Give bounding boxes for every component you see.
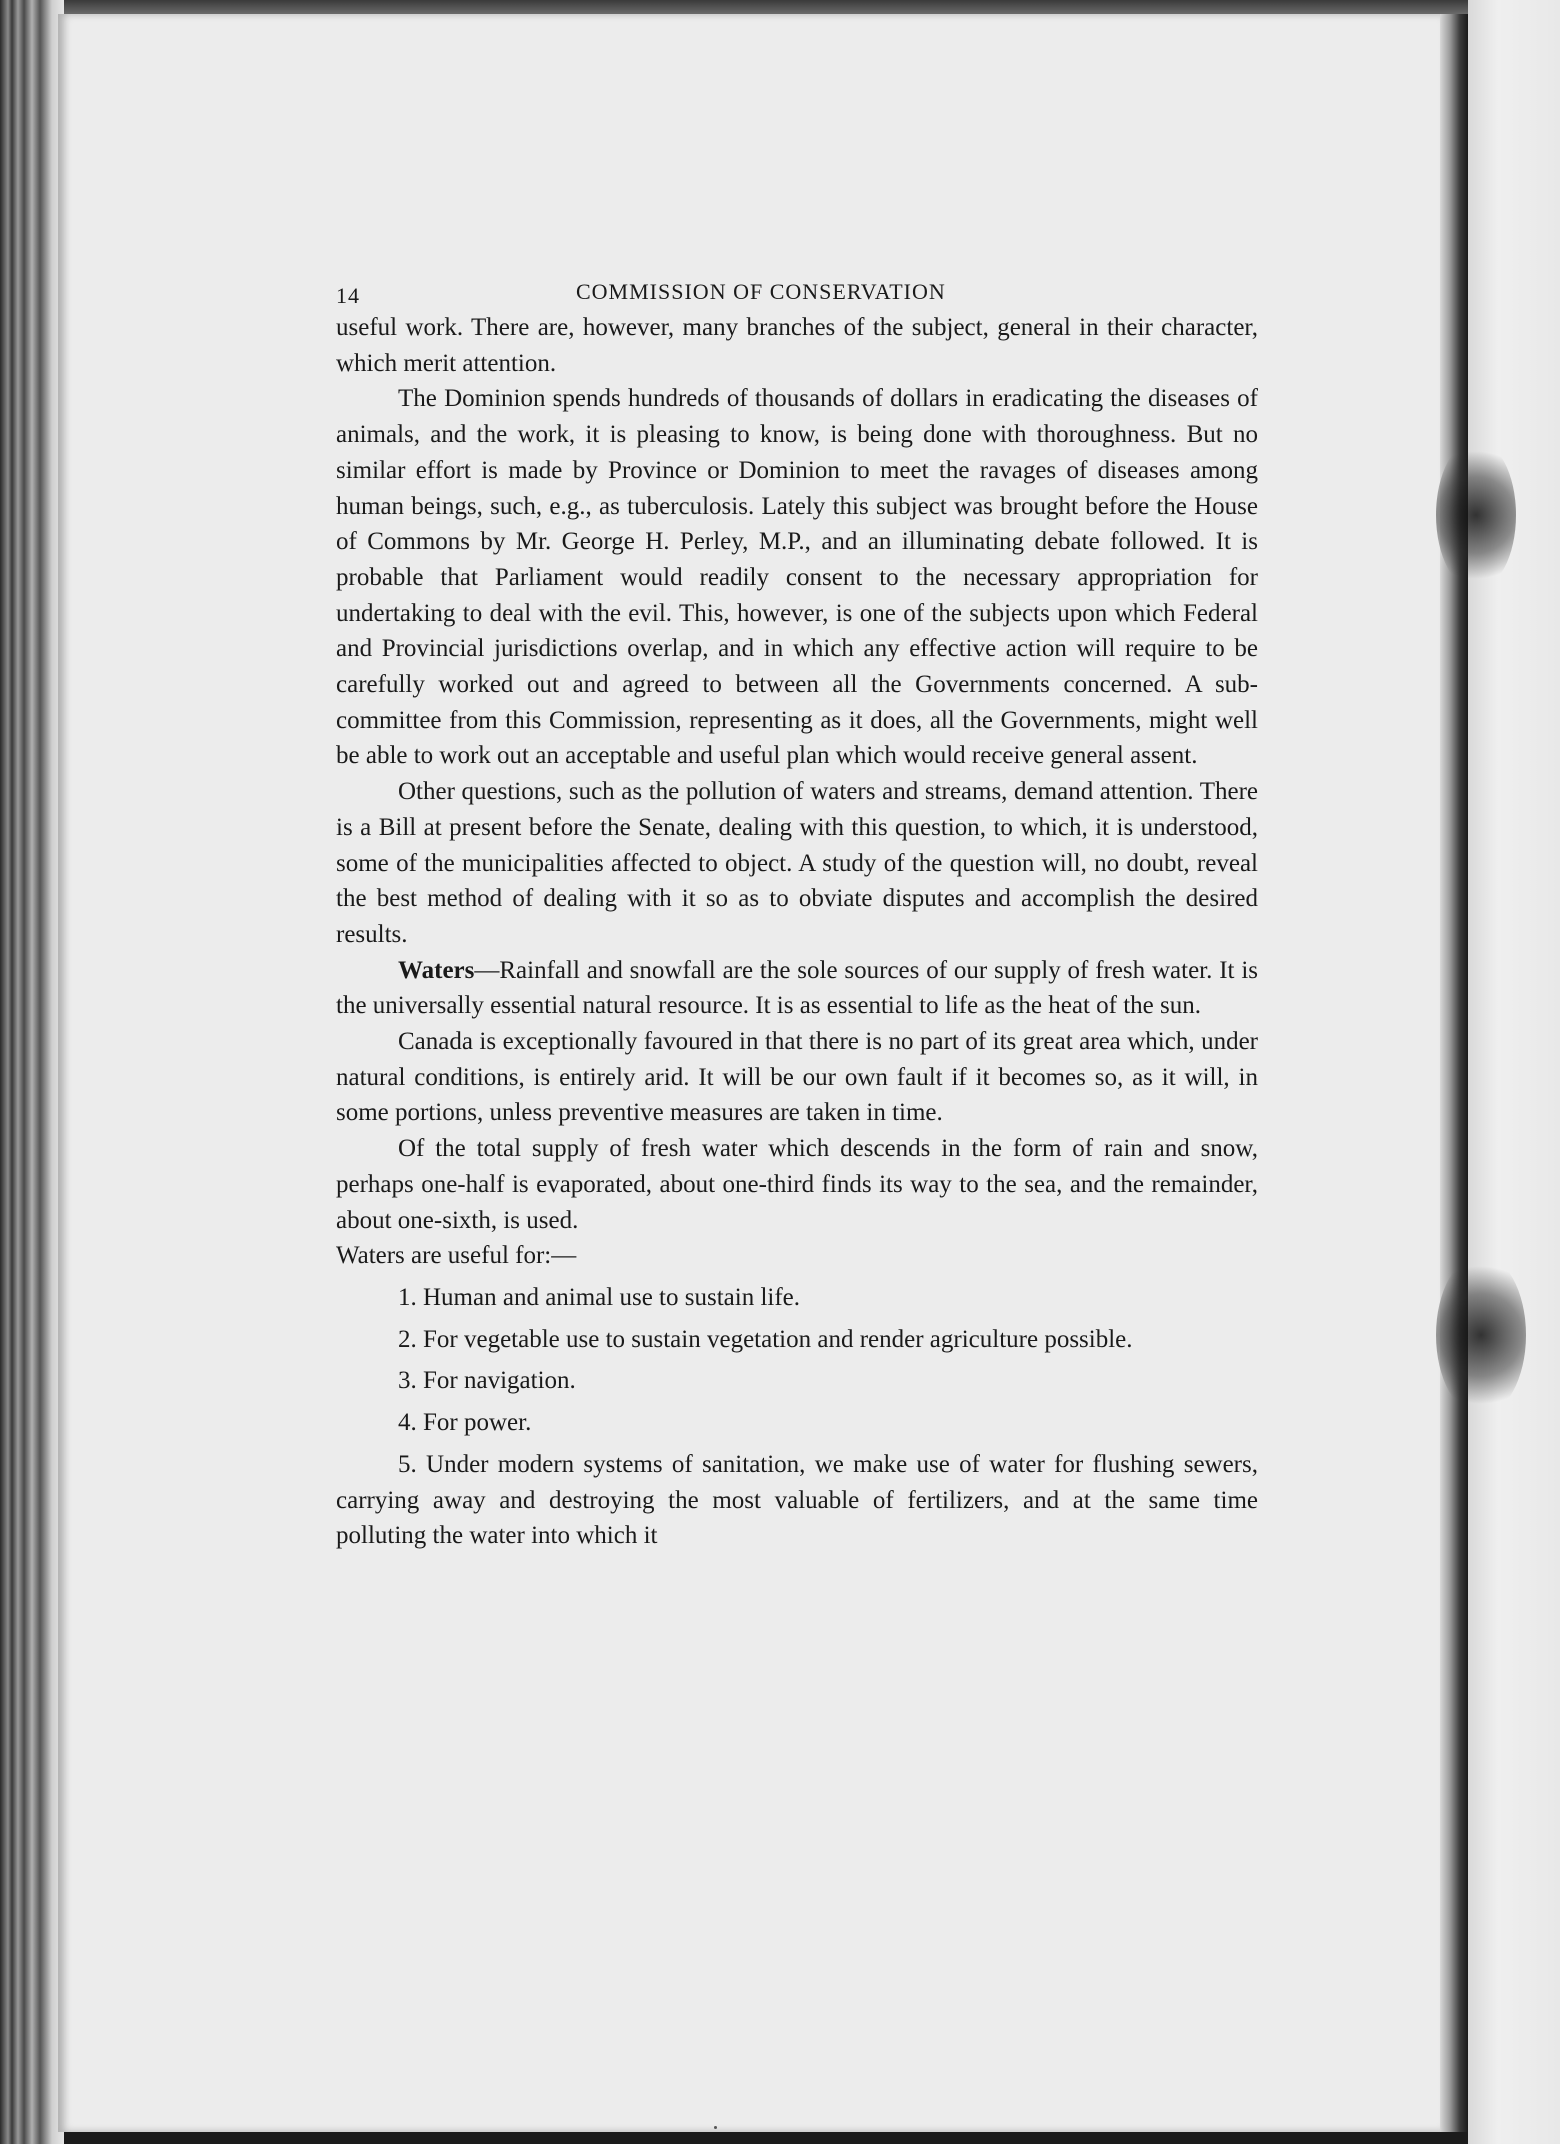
paragraph: Waters are useful for:—: [336, 1242, 577, 1270]
running-head: [336, 270, 1258, 310]
list-item: 5. Under modern systems of sanitation, we make use of water for flushing sewers, carrying away and destroying the most valuable of fertilizers, and at the same time polluting the water into which it: [336, 1450, 1258, 1550]
section-lead: Waters: [398, 956, 475, 984]
list-item: 4. For power.: [398, 1409, 532, 1437]
scan-top-edge: [0, 0, 1560, 14]
ink-blot: [1436, 1255, 1526, 1415]
ink-blot: [1436, 440, 1516, 590]
book-page-edges: [0, 0, 64, 2144]
facing-page-edge: [1468, 0, 1560, 2144]
paragraph: The Dominion spends hundreds of thousands of dollars in eradicating the diseases of animals, and the work, it is pleasing to know, is being done with thoroughness. But no similar effort is made by Province or Dominion to meet the ravages of diseases among human beings, such, e.g., as tuberculosis. Lately this subject was brought before the House of Commons by Mr. George H. Perley, M.P., and an illuminating debate followed. It is probable that Parliament would readily consent to the necessary appropriation for undertaking to deal with the evil. This, however, is one of the subjects upon which Federal and Provincial jurisdictions overlap, and in which any effective action will require to be carefully worked out and agreed to between all the Governments concerned. A sub-committee from this Commission, representing as it does, all the Governments, might well be able to work out an acceptable and useful plan which would receive general assent.: [336, 385, 1258, 770]
paragraph: Canada is exceptionally favoured in that there is no part of its great area which, under natural conditions, is entirely arid. It will be our own fault if it becomes so, as it will, in some portions, unless preventive measures are taken in time.: [336, 1028, 1258, 1127]
paragraph: Other questions, such as the pollution of waters and streams, demand attention. There is a Bill at present before the Senate, dealing with this question, to which, it is understood, some of the municipalities affected to object. A study of the question will, no doubt, reveal the best method of dealing with it so as to obviate disputes and accomplish the desired results.: [336, 778, 1258, 948]
list-item: 1. Human and animal use to sustain life.: [398, 1283, 801, 1311]
paragraph: useful work. There are, however, many branches of the subject, general in their character, which merit attention.: [336, 314, 1258, 377]
paragraph: Of the total supply of fresh water which descends in the form of rain and snow, perhaps one-half is evaporated, about one-third finds its way to the sea, and the remainder, about one-sixth, is used.: [336, 1135, 1258, 1234]
book-gutter: [1440, 14, 1468, 2132]
running-title: COMMISSION OF CONSERVATION: [576, 279, 946, 304]
paragraph: [336, 953, 1258, 1024]
page-text: [336, 270, 1258, 1554]
list-item: 2. For vegetable use to sustain vegetation and render agriculture possible.: [398, 1325, 1133, 1353]
paragraph-text: —Rainfall and snowfall are the sole sources of our supply of fresh water. It is the universally essential natural resource. It is as essential to life as the heat of the sun.: [336, 956, 1258, 1020]
list-item: 3. For navigation.: [398, 1367, 576, 1395]
scan-speck: [714, 2126, 717, 2129]
page-number: 14: [336, 283, 360, 308]
